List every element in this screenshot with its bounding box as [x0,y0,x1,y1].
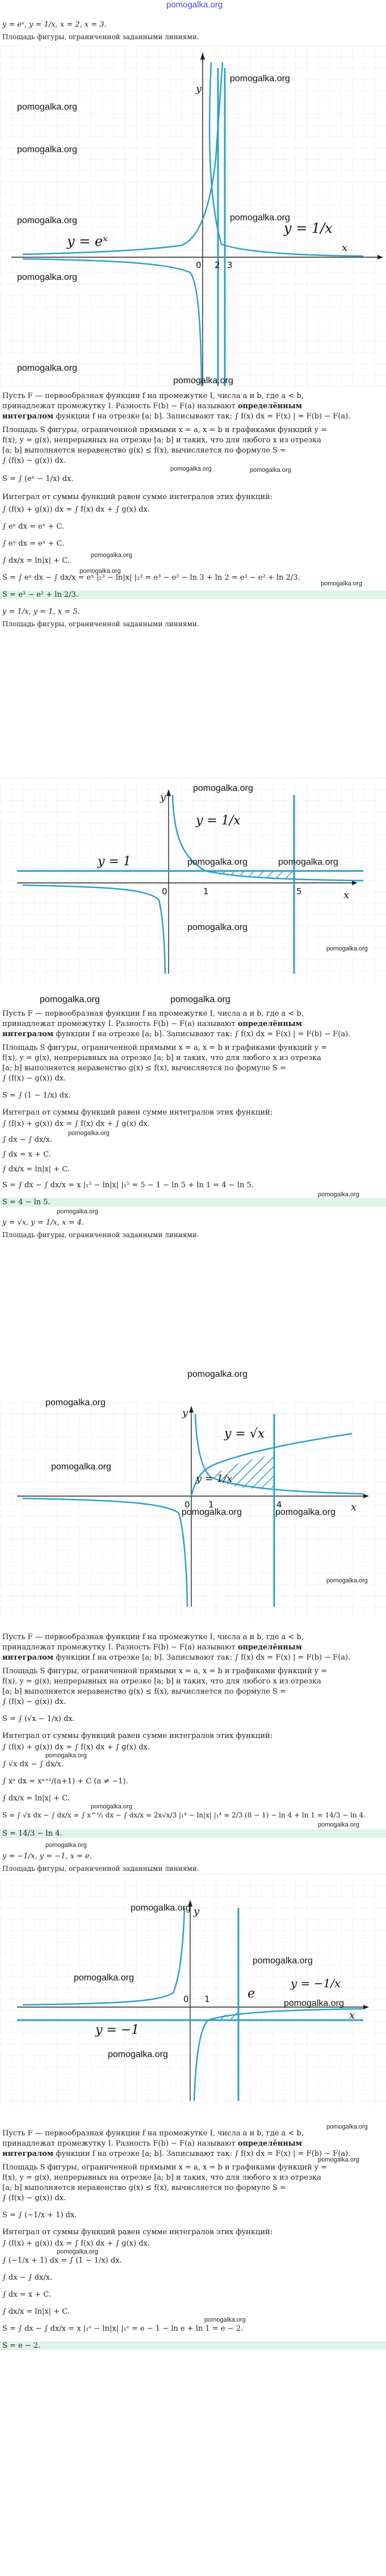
watermark: pomogalka.org [170,995,230,1004]
problem-2-given: y = 1/x, y = 1, x = 5. [2,608,80,616]
sum-formula: ∫ (f(x) + g(x)) dx = ∫ f(x) dx + ∫ g(x) dx. [2,2239,150,2248]
tick-label: 5 [296,886,302,897]
sum-rule: Интеграл от суммы функций равен сумме интегралов этих функций: [2,2228,273,2236]
axis-label: y [196,83,202,95]
graph-label: y = 1/x [196,1473,233,1485]
tick-label: 0 [184,1499,190,1510]
watermark: pomogalka.org [17,363,77,373]
solution-line: S = ∫ (−1/x + 1) dx. [2,2211,77,2219]
watermark: pomogalka.org [187,857,247,867]
definition: функции f на отрезке [a; b]. Записывают так: ∫ f(x) dx = F(x) | = F(b) − F(a). [53,1653,351,1662]
sum-rule: Интеграл от суммы функций равен сумме интегралов этих функций: [2,1732,273,1740]
watermark: pomogalka.org [187,923,247,932]
solution-line: ∫ √x dx − ∫ dx/x. [2,1760,64,1769]
watermark: pomogalka.org [74,1973,134,1983]
definition: принадлежат промежутку I. Разность F(b) − F(a) называют [2,1020,236,1028]
graph-label: y = eˣ [67,233,108,249]
watermark: pomogalka.org [230,213,290,223]
watermark: pomogalka.org [131,1903,191,1913]
sum-formula: ∫ (f(x) + g(x)) dx = ∫ f(x) dx + ∫ g(x) dx. [2,1743,150,1752]
watermark: pomogalka.org [17,216,77,225]
problem-4-graph [0,1874,386,2106]
graph-label: y = √x [224,1427,265,1441]
definition-bold: интегралом [2,412,54,421]
solution-line: S = ∫ (√x − 1/x) dx. [2,1715,75,1723]
solution-line: ∫ dx/x = ln|x| + C. [2,1794,70,1803]
solution-line: ∫ xᵃ dx = xᵃ⁺¹/(a+1) + C (a ≠ −1). [2,1777,128,1786]
tick-label: 1 [204,1994,210,2004]
area-rule: Площадь S фигуры, ограниченной прямыми x = a, x = b и графиками функций y = [2,1667,328,1676]
area-rule: [a; b] выполняется неравенство g(x) ≤ f(x), вычисляется по формуле S = [2,1064,286,1073]
axis-label: x [342,242,348,254]
area-rule: Площадь S фигуры, ограниченной прямыми x = a, x = b и графиками функций y = [2,426,328,434]
watermark: pomogalka.org [57,2248,98,2255]
answer: S = 14/3 − ln 4. [0,1829,386,1838]
tick-label: 0 [196,260,202,270]
solution-line: S = ∫ (eˣ − 1/x) dx. [2,475,74,483]
solution-line: S = ∫ eˣ dx − ∫ dx/x = eˣ |₂³ − ln|x| |₂³ = e³ − e² − ln 3 + ln 2 = e³ − e² + ln 2/3. [2,573,300,582]
definition: функции f на отрезке [a; b]. Записывают так: ∫ f(x) dx = F(x) | = F(b) − F(a). [53,412,351,421]
solution-line: ∫ eˣ dx = eˣ + C. [2,522,65,531]
problem-1-given: y = eˣ, y = 1/x, x = 2, x = 3. [2,20,107,29]
solution-line: ∫ eˣ dx = eˣ + C. [2,539,65,548]
solution-line: S = ∫ dx − ∫ dx/x = x |₁ᵉ − ln|x| |₁ᵉ = e − 1 − ln e + ln 1 = e − 2. [2,2324,244,2333]
sum-rule: Интеграл от суммы функций равен сумме интегралов этих функций: [2,1108,273,1117]
solution-line: ∫ dx − ∫ dx/x. [2,1136,53,1144]
area-rule: ∫ (f(x) − g(x)) dx. [2,456,66,465]
area-rule: [a; b] выполняется неравенство g(x) ≤ f(x), вычисляется по формуле S = [2,2184,286,2192]
watermark: pomogalka.org [182,1507,242,1517]
definition: функции f на отрезке [a; b]. Записывают так: ∫ f(x) dx = F(x) | = F(b) − F(a). [53,2150,351,2158]
area-rule: ∫ (f(x) − g(x)) dx. [2,1074,66,1083]
tick-label: 2 [215,260,220,270]
tick-label: 4 [276,1499,282,1510]
watermark: pomogalka.org [326,945,368,952]
answer: S = e³ − e² + ln 2/3. [0,590,386,599]
watermark: pomogalka.org [57,1208,98,1215]
problem-2-caption: Площадь фигуры, ограниченной заданными линиями. [2,620,199,628]
definition-bold: определённым [237,1020,303,1028]
watermark: pomogalka.org [170,466,212,472]
watermark: pomogalka.org [326,2123,368,2130]
definition-bold: интегралом [2,1030,54,1038]
watermark: pomogalka.org [318,1191,359,1198]
definition: Пусть F — первообразная функции f на промежутке I, числа a и b, где a < b, [2,2129,304,2138]
axis-label: y [160,791,166,803]
watermark: pomogalka.org [173,376,233,386]
watermark: pomogalka.org [45,1842,87,1849]
watermark: pomogalka.org [91,1803,132,1810]
watermark: pomogalka.org [91,552,132,559]
problem-1-caption: Площадь фигуры, ограниченной заданными линиями. [2,33,199,41]
watermark: pomogalka.org [17,273,77,282]
area-rule: ∫ (f(x) − g(x)) dx. [2,1698,66,1706]
solution-line: ∫ dx/x = ln|x| + C. [2,556,70,565]
definition: функции f на отрезке [a; b]. Записывают так: ∫ f(x) dx = F(x) | = F(b) − F(a). [53,1030,351,1038]
watermark: pomogalka.org [108,2050,168,2059]
area-rule: Площадь S фигуры, ограниченной прямыми x = a, x = b и графиками функций y = [2,1044,328,1052]
watermark: pomogalka.org [321,580,362,587]
watermark: pomogalka.org [284,1999,344,2008]
definition: принадлежат промежутку I. Разность F(b) − F(a) называют [2,1643,236,1652]
axis-label: x [351,1501,357,1513]
tick-label: 0 [183,1994,189,2004]
watermark: pomogalka.org [17,102,77,112]
definition: Пусть F — первообразная функции f на промежутке I, числа a и b, где a < b, [2,1633,304,1641]
area-rule: f(x), y = g(x), непрерывных на отрезке [a; b] и таких, что для любого x из отрезка [2,1054,321,1062]
tick-label: e [247,1987,255,2001]
watermark: pomogalka.org [79,568,121,575]
solution-line: S = ∫ (1 − 1/x) dx. [2,1091,71,1100]
watermark: pomogalka.org [204,2317,246,2323]
watermark: pomogalka.org [45,1752,87,1759]
graph-label: y = −1/x [291,1976,341,1990]
sum-formula: ∫ (f(x) + g(x)) dx = ∫ f(x) dx + ∫ g(x) dx. [2,505,150,514]
tick-label: 3 [227,260,233,270]
answer: S = e − 2. [0,2342,386,2350]
watermark: pomogalka.org [250,467,291,474]
problem-3-given: y = √x, y = 1/x, x = 4. [2,1218,85,1227]
definition: принадлежат промежутку I. Разность F(b) − F(a) называют [2,2139,236,2148]
solution-line: ∫ dx = x + C. [2,1150,51,1159]
tick-label: 1 [203,886,209,897]
area-rule: [a; b] выполняется неравенство g(x) ≤ f(x), вычисляется по формуле S = [2,446,286,455]
area-rule: f(x), y = g(x), непрерывных на отрезке [a; b] и таких, что для любого x из отрезка [2,436,321,445]
axis-label: y [182,1407,188,1419]
area-rule: [a; b] выполняется неравенство g(x) ≤ f(x), вычисляется по формуле S = [2,1687,286,1696]
watermark: pomogalka.org [187,1369,247,1379]
watermark: pomogalka.org [275,1507,335,1517]
watermark: pomogalka.org [193,784,253,793]
area-rule: f(x), y = g(x), непрерывных на отрезке [a; b] и таких, что для любого x из отрезка [2,2173,321,2182]
graph-label: y = 1/x [196,814,241,828]
watermark: pomogalka.org [278,857,338,867]
answer: S = 4 − ln 5. [0,1198,386,1207]
solution-line: ∫ dx/x = ln|x| + C. [2,1165,70,1174]
sum-rule: Интеграл от суммы функций равен сумме интегралов этих функций: [2,493,273,501]
watermark: pomogalka.org [230,74,290,83]
solution-line: ∫ dx = x + C. [2,2290,51,2299]
watermark: pomogalka.org [40,995,100,1004]
solution-line: S = ∫ dx − ∫ dx/x = x |₁⁵ − ln|x| |₁⁵ = 5 − 1 − ln 5 + ln 1 = 4 − ln 5. [2,1181,254,1189]
graph-label: y = 1 [98,855,131,869]
definition: принадлежат промежутку I. Разность F(b) − F(a) называют [2,402,236,411]
graph-label: y = 1/x [284,220,333,236]
watermark: pomogalka.org [51,1462,111,1472]
definition: Пусть F — первообразная функции f на промежутке I, числа a и b, где a < b, [2,1010,304,1018]
watermark: pomogalka.org [253,1956,313,1966]
sum-formula: ∫ (f(x) + g(x)) dx = ∫ f(x) dx + ∫ g(x) dx. [2,1120,150,1128]
area-rule: Площадь S фигуры, ограниченной прямыми x = a, x = b и графиками функций y = [2,2163,328,2172]
definition-bold: интегралом [2,2150,54,2158]
watermark: pomogalka.org [318,1821,359,1828]
problem-4-given: y = −1/x, y = −1, x = e. [2,1852,92,1861]
site-header[interactable]: pomogalka.org [166,0,223,10]
axis-label: x [349,2009,355,2021]
area-rule: ∫ (f(x) − g(x)) dx. [2,2194,66,2202]
solution-line: S = ∫ √x dx − ∫ dx/x = ∫ x^½ dx − ∫ dx/x = 2x√x/3 |₁⁴ − ln|x| |₁⁴ = 2/3 (8 − 1) − ln 4 + ln 1 = 14/3 − ln 4. [2,1811,366,1819]
solution-line: ∫ (−1/x + 1) dx = ∫ (1 − 1/x) dx. [2,2256,122,2265]
definition-bold: определённым [237,402,303,411]
watermark: pomogalka.org [318,2156,359,2163]
graph-label: y = −1 [95,2023,140,2037]
solution-line: ∫ dx/x = ln|x| + C. [2,2307,70,2316]
watermark: pomogalka.org [68,1130,110,1137]
axis-label: y [194,1905,200,1917]
problem-3-caption: Площадь фигуры, ограниченной заданными линиями. [2,1231,199,1239]
tick-label: 1 [208,1499,214,1510]
watermark: pomogalka.org [326,1577,368,1584]
area-rule: f(x), y = g(x), непрерывных на отрезке [a; b] и таких, что для любого x из отрезка [2,1677,321,1686]
definition-bold: интегралом [2,1653,54,1662]
tick-label: 0 [162,886,167,897]
watermark: pomogalka.org [45,1398,106,1408]
solution-line: ∫ dx − ∫ dx/x. [2,2273,53,2282]
definition-bold: определённым [237,1643,303,1652]
problem-4-caption: Площадь фигуры, ограниченной заданными линиями. [2,1865,199,1873]
definition-bold: определённым [237,2139,303,2148]
watermark: pomogalka.org [17,145,77,154]
axis-label: x [343,889,350,901]
definition: Пусть F — первообразная функции f на промежутке I, числа a и b, где a < b, [2,392,304,400]
